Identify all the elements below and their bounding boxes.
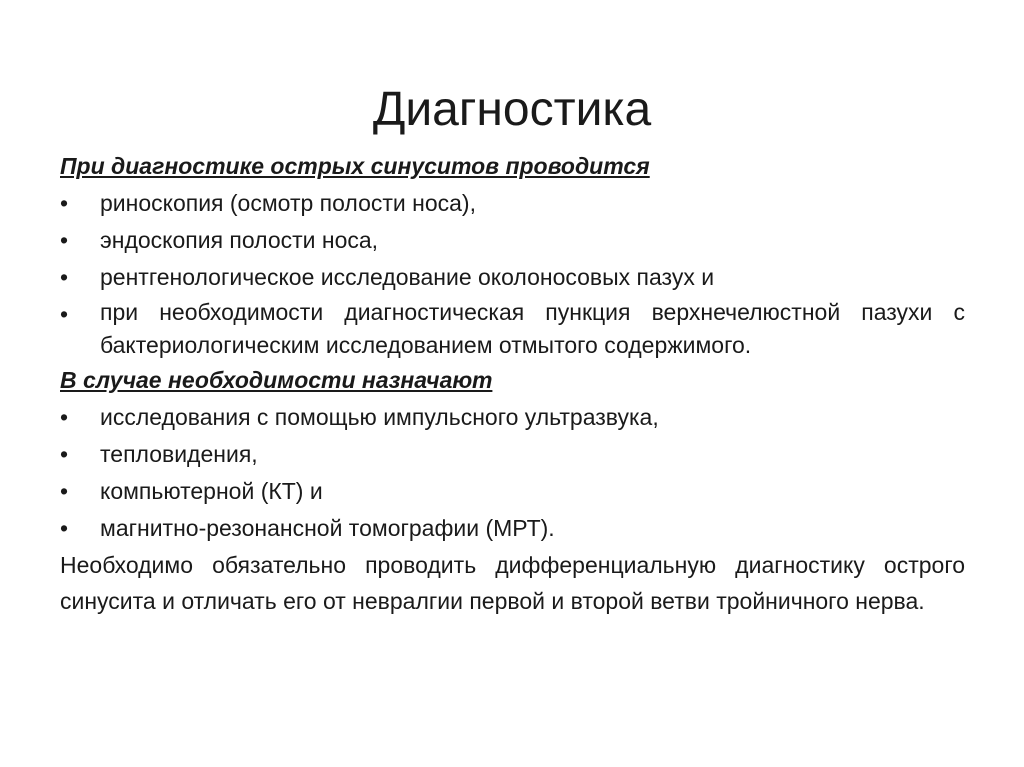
list-item-text: тепловидения,: [100, 441, 258, 467]
section-heading-additional: В случае необходимости назначают: [60, 367, 493, 393]
list-item-text: при необходимости диагностическая пункция верхнечелюстной пазухи с бактериологическим исследованием отмытого содержимого.: [100, 299, 965, 358]
bullet-icon: •: [60, 190, 69, 216]
bullet-icon: •: [60, 301, 69, 327]
bullet-icon: •: [60, 441, 69, 467]
slide-body: [60, 148, 965, 619]
list-item-text: эндоскопия полости носа,: [100, 227, 379, 253]
diagnostics-list: [60, 185, 965, 362]
list-item: [60, 436, 965, 473]
list-item: [60, 185, 965, 222]
section-heading-diagnostics: При диагностике острых синуситов проводится: [60, 153, 650, 179]
list-item: [60, 296, 965, 362]
bullet-icon: •: [60, 478, 69, 504]
list-item: [60, 399, 965, 436]
list-item: [60, 510, 965, 547]
list-item: [60, 473, 965, 510]
list-item-text: исследования с помощью импульсного ультразвука,: [100, 404, 659, 430]
bullet-icon: •: [60, 227, 69, 253]
bullet-icon: •: [60, 264, 69, 290]
list-item-text: риноскопия (осмотр полости носа),: [100, 190, 476, 216]
list-item-text: магнитно-резонансной томографии (МРТ).: [100, 515, 555, 541]
additional-list: [60, 399, 965, 547]
slide-title: Диагностика: [372, 83, 652, 136]
list-item: [60, 222, 965, 259]
conclusion-paragraph: Необходимо обязательно проводить дифференциальную диагностику острого синусита и отличать его от невралгии первой и второй ветви тройничного нерва.: [60, 552, 965, 614]
bullet-icon: •: [60, 404, 69, 430]
bullet-icon: •: [60, 515, 69, 541]
list-item-text: компьютерной (КТ) и: [100, 478, 323, 504]
list-item-text: рентгенологическое исследование околоносовых пазух и: [100, 264, 715, 290]
list-item: [60, 259, 965, 296]
